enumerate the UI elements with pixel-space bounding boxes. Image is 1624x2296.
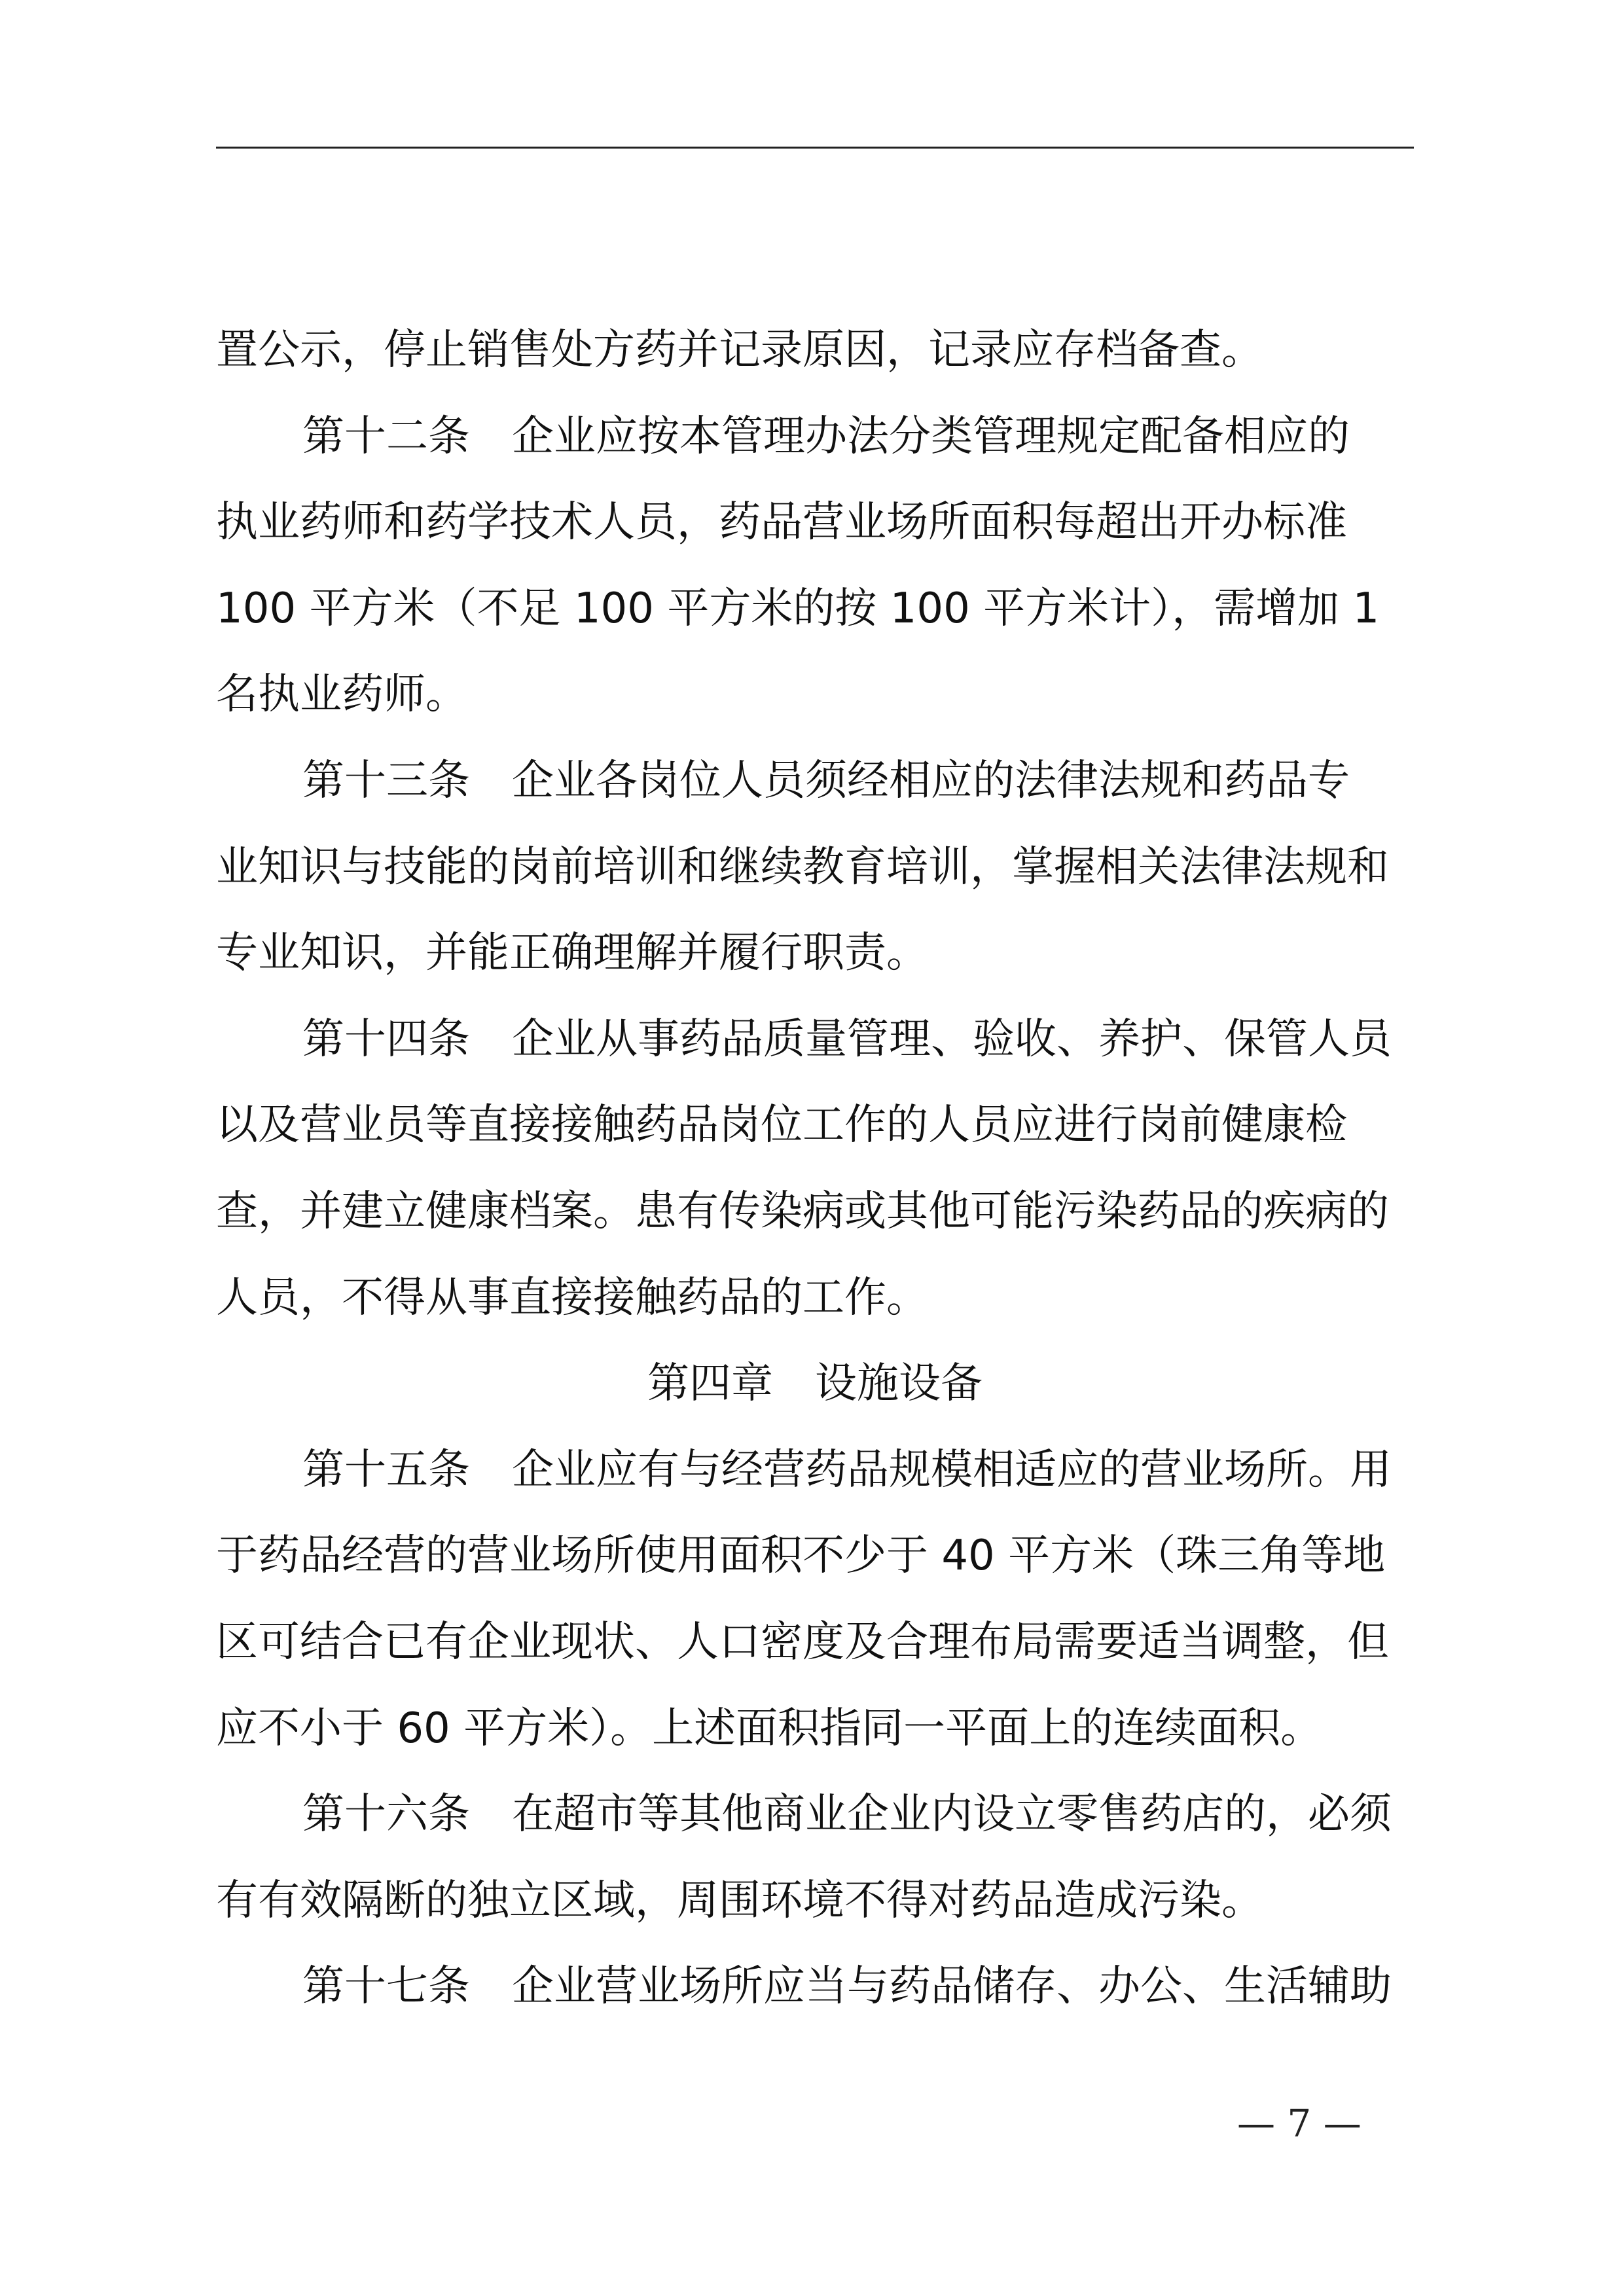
article-15-line: 第十五条 企业应有与经营药品规模相适应的营业场所。用 — [302, 1445, 1392, 1494]
chapter-heading: 第四章 设施设备 — [647, 1359, 983, 1408]
document-body — [216, 308, 1414, 2030]
body-line: 区可结合已有企业现状、人口密度及合理布局需要适当调整，但 — [216, 1617, 1389, 1666]
body-line: 以及营业员等直接接触药品岗位工作的人员应进行岗前健康检 — [216, 1101, 1347, 1150]
article-12-line: 第十二条 企业应按本管理办法分类管理规定配备相应的 — [302, 412, 1350, 461]
body-line: 业知识与技能的岗前培训和继续教育培训，掌握相关法律法规和 — [216, 842, 1389, 891]
body-line: 名执业药师。 — [216, 670, 467, 719]
page-number: — 7 — — [1237, 2101, 1362, 2145]
body-line: 置公示，停止销售处方药并记录原因，记录应存档备查。 — [216, 326, 1263, 374]
body-line: 查，并建立健康档案。患有传染病或其他可能污染药品的疾病的 — [216, 1187, 1389, 1236]
article-17-line: 第十七条 企业营业场所应当与药品储存、办公、生活辅助 — [302, 1962, 1392, 2011]
body-line: 有有效隔断的独立区域，周围环境不得对药品造成污染。 — [216, 1876, 1263, 1925]
body-line: 应不小于 60 平方米）。上述面积指同一平面上的连续面积。 — [216, 1704, 1323, 1753]
article-13-line: 第十三条 企业各岗位人员须经相应的法律法规和药品专 — [302, 756, 1350, 805]
body-line: 100 平方米（不足 100 平方米的按 100 平方米计），需增加 1 — [216, 584, 1380, 633]
article-16-line: 第十六条 在超市等其他商业企业内设立零售药店的，必须 — [302, 1790, 1392, 1839]
body-line: 执业药师和药学技术人员，药品营业场所面积每超出开办标准 — [216, 498, 1347, 547]
body-line: 专业知识，并能正确理解并履行职责。 — [216, 929, 928, 978]
body-line: 于药品经营的营业场所使用面积不少于 40 平方米（珠三角等地 — [216, 1532, 1386, 1581]
header-rule — [216, 147, 1414, 149]
body-line: 人员，不得从事直接接触药品的工作。 — [216, 1273, 928, 1322]
article-14-line: 第十四条 企业从事药品质量管理、验收、养护、保管人员 — [302, 1014, 1392, 1064]
